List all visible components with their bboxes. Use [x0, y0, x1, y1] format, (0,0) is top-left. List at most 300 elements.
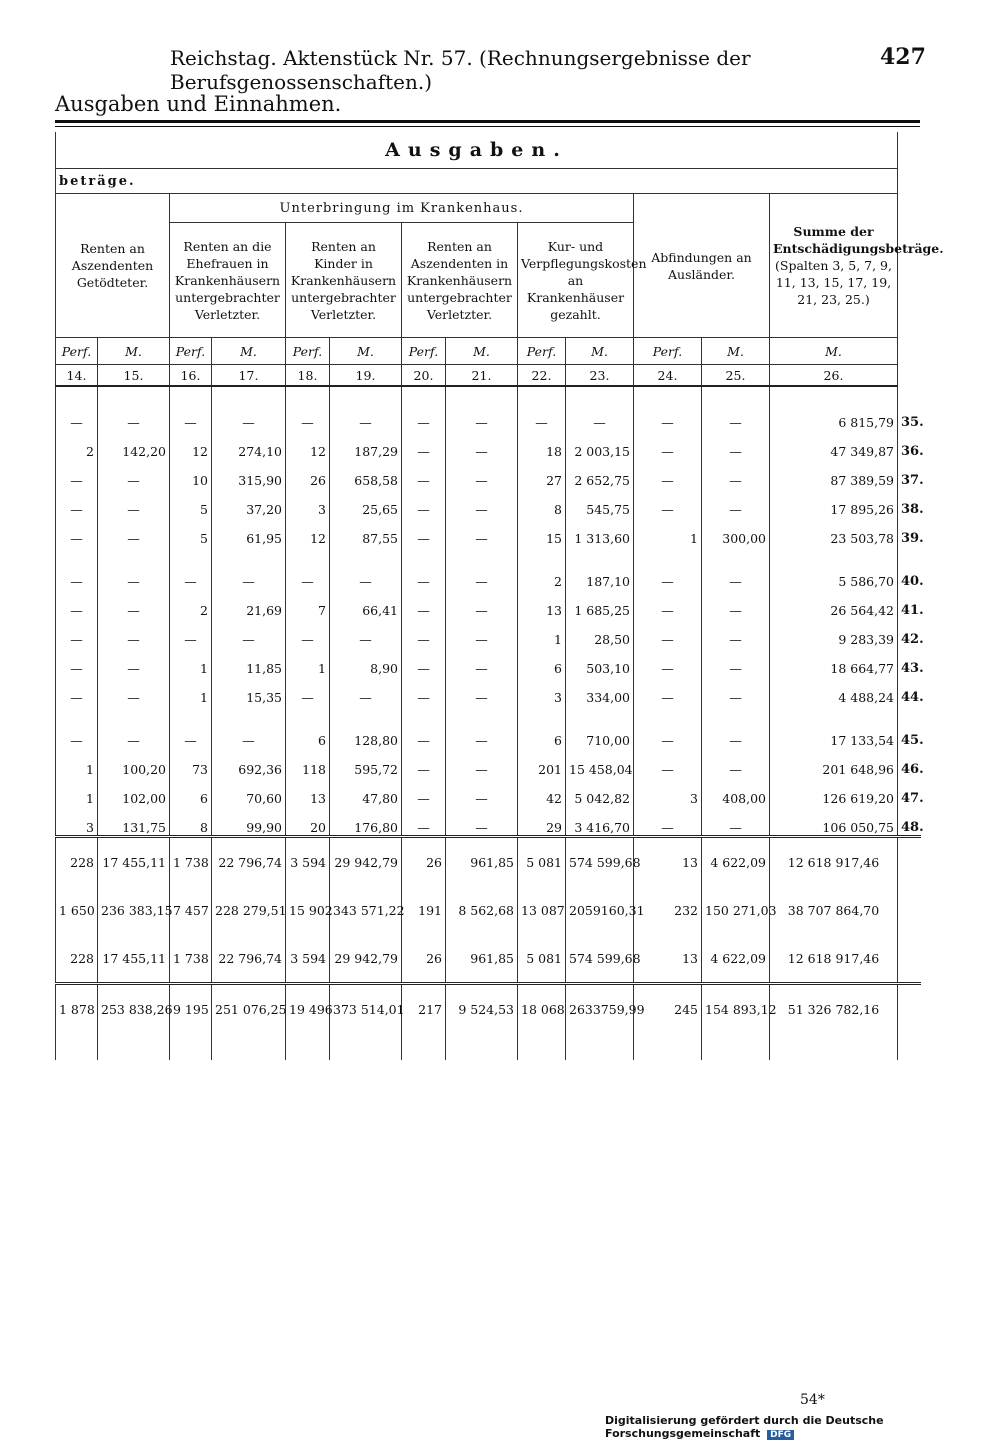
table-cell: 2 [56, 430, 98, 459]
row-number: 40. [898, 560, 921, 589]
table-cell: 8,90 [330, 647, 402, 676]
totals-cell: 191 [402, 886, 446, 934]
table-row [56, 430, 921, 459]
table-cell: — [98, 719, 170, 748]
col-header-20: Renten an Aszendenten in Krankenhäusern untergebrachter Verletzter. [402, 223, 518, 338]
table-cell: — [56, 719, 98, 748]
table-cell: 187,10 [566, 560, 634, 589]
column-number: 25. [702, 365, 770, 387]
table-cell: 1 [634, 517, 702, 546]
row-number: 45. [898, 719, 921, 748]
table-row [56, 589, 921, 618]
table-cell: 5 042,82 [566, 777, 634, 806]
table-cell: — [98, 560, 170, 589]
totals-cell: 7 457 [170, 886, 212, 934]
table-cell: 3 [518, 676, 566, 705]
table-cell: 300,00 [702, 517, 770, 546]
table-cell: 131,75 [98, 806, 170, 837]
row-number: 38. [898, 488, 921, 517]
table-cell: 25,65 [330, 488, 402, 517]
table-row [56, 560, 921, 589]
table-cell: — [330, 618, 402, 647]
col-header-22: Kur- und Verpflegungskosten an Krankenhäuser gezahlt. [518, 223, 634, 338]
unit-cell: Perf. [170, 338, 212, 365]
row-number: 37. [898, 459, 921, 488]
table-cell: 23 503,78 [770, 517, 898, 546]
table-cell: — [56, 618, 98, 647]
totals-cell: 961,85 [446, 837, 518, 887]
table-cell: 176,80 [330, 806, 402, 837]
totals-cell: 9 195 [170, 984, 212, 1034]
page-number: 427 [880, 44, 926, 70]
table-cell: — [56, 589, 98, 618]
totals-cell: 154 893,12 [702, 984, 770, 1034]
table-cell: 15 458,04 [566, 748, 634, 777]
totals-cell: 1 738 [170, 837, 212, 887]
totals-cell: 232 [634, 886, 702, 934]
totals-cell: 217 [402, 984, 446, 1034]
col-header-24: Abfindungen an Ausländer. [634, 194, 770, 338]
totals-cell: 51 326 782,16 [770, 984, 898, 1034]
row-number: 48. [898, 806, 921, 837]
totals-cell: 26 [402, 934, 446, 984]
table-cell: 13 [518, 589, 566, 618]
table-cell: — [98, 589, 170, 618]
table-cell: — [402, 589, 446, 618]
totals-cell: 22 796,74 [212, 837, 286, 887]
table-cell: 142,20 [98, 430, 170, 459]
table-cell: — [634, 806, 702, 837]
table-cell: — [330, 401, 402, 430]
dfg-logo: DFG [767, 1430, 794, 1440]
unit-cell: M. [566, 338, 634, 365]
table-cell: — [634, 589, 702, 618]
table-cell: 2 003,15 [566, 430, 634, 459]
totals-cell: 228 [56, 934, 98, 984]
table-cell: 87 389,59 [770, 459, 898, 488]
table-cell: 26 [286, 459, 330, 488]
totals-cell: 245 [634, 984, 702, 1034]
table-cell: — [402, 430, 446, 459]
table-cell: 20 [286, 806, 330, 837]
table-cell: — [446, 430, 518, 459]
table-cell: 12 [286, 517, 330, 546]
totals-cell: 3 594 [286, 934, 330, 984]
table-cell: 37,20 [212, 488, 286, 517]
table-cell: — [702, 488, 770, 517]
table-cell: — [286, 618, 330, 647]
table-cell: — [702, 560, 770, 589]
table-cell: — [446, 806, 518, 837]
table-row [56, 777, 921, 806]
totals-cell: 13 [634, 837, 702, 887]
table-cell: 27 [518, 459, 566, 488]
table-cell: 6 [170, 777, 212, 806]
table-cell: 3 [56, 806, 98, 837]
table-cell: 3 [634, 777, 702, 806]
table-cell: 21,69 [212, 589, 286, 618]
credit-line [605, 1414, 1000, 1440]
totals-cell: 961,85 [446, 934, 518, 984]
table-cell: — [212, 719, 286, 748]
section-title: Ausgaben und Einnahmen. [55, 92, 342, 116]
table-cell: — [702, 647, 770, 676]
table-cell: — [170, 560, 212, 589]
table-row [56, 618, 921, 647]
table-cell: 61,95 [212, 517, 286, 546]
table-cell: — [446, 719, 518, 748]
unit-cell: Perf. [402, 338, 446, 365]
table-cell: 29 [518, 806, 566, 837]
table-cell: 100,20 [98, 748, 170, 777]
totals-cell: 253 838,26 [98, 984, 170, 1034]
table-cell: — [446, 618, 518, 647]
totals-row [56, 886, 921, 934]
totals-cell: 373 514,01 [330, 984, 402, 1034]
totals-cell: 251 076,25 [212, 984, 286, 1034]
column-number: 18. [286, 365, 330, 387]
table-cell: — [212, 401, 286, 430]
table-cell: — [446, 459, 518, 488]
expenditure-table [55, 120, 944, 1060]
unit-cell: Perf. [56, 338, 98, 365]
unit-cell: M. [98, 338, 170, 365]
table-cell: — [634, 430, 702, 459]
table-cell: 28,50 [566, 618, 634, 647]
column-number: 15. [98, 365, 170, 387]
table-cell: — [170, 618, 212, 647]
credit-text: Digitalisierung gefördert durch die Deutsche Forschungsgemeinschaft [605, 1414, 884, 1440]
totals-cell: 29 942,79 [330, 934, 402, 984]
running-title: Reichstag. Aktenstück Nr. 57. (Rechnungsergebnisse der Berufsgenossenschaften.) [170, 46, 751, 94]
table-cell: — [702, 459, 770, 488]
gap-row [56, 705, 921, 719]
table-cell: — [634, 748, 702, 777]
table-cell: — [402, 560, 446, 589]
table-cell: 1 685,25 [566, 589, 634, 618]
table-cell: 3 416,70 [566, 806, 634, 837]
table-cell: 5 [170, 488, 212, 517]
table-cell: 4 488,24 [770, 676, 898, 705]
totals-row [56, 837, 921, 887]
table-cell: 1 313,60 [566, 517, 634, 546]
table-cell: 2 [518, 560, 566, 589]
table-cell: — [634, 618, 702, 647]
table-cell: — [170, 719, 212, 748]
table-cell: 66,41 [330, 589, 402, 618]
table-cell: 73 [170, 748, 212, 777]
table-cell: 7 [286, 589, 330, 618]
table-cell: — [98, 401, 170, 430]
table-cell: — [170, 401, 212, 430]
table-cell: — [330, 676, 402, 705]
col-header-26 [770, 194, 944, 338]
table-cell: 9 283,39 [770, 618, 898, 647]
column-number: 26. [770, 365, 898, 387]
table-cell: — [446, 748, 518, 777]
table-cell: — [56, 401, 98, 430]
column-number: 16. [170, 365, 212, 387]
col-header-18: Renten an Kinder in Krankenhäusern untergebrachter Verletzter. [286, 223, 402, 338]
table-cell: 5 [170, 517, 212, 546]
filler-row [56, 1033, 921, 1060]
table-cell: — [56, 560, 98, 589]
totals-cell: 8 562,68 [446, 886, 518, 934]
table-row [56, 719, 921, 748]
column-number: 22. [518, 365, 566, 387]
table-cell: 106 050,75 [770, 806, 898, 837]
unit-cell: Perf. [518, 338, 566, 365]
table-cell: 545,75 [566, 488, 634, 517]
table-cell: 2 [170, 589, 212, 618]
table-row [56, 647, 921, 676]
table-row [56, 806, 921, 837]
table-cell: 1 [286, 647, 330, 676]
signature-mark: 54* [800, 1392, 825, 1408]
gap-row [56, 386, 921, 401]
group-header-hospital: Unterbringung im Krankenhaus. [170, 194, 634, 223]
table-cell: — [634, 647, 702, 676]
table-cell: 710,00 [566, 719, 634, 748]
table-cell: — [634, 676, 702, 705]
table-cell: — [702, 589, 770, 618]
table-cell: 10 [170, 459, 212, 488]
table-cell: 187,29 [330, 430, 402, 459]
table-cell: 47 349,87 [770, 430, 898, 459]
totals-cell: 12 618 917,46 [770, 837, 898, 887]
table-cell: — [286, 676, 330, 705]
table-cell: — [98, 676, 170, 705]
column-number: 23. [566, 365, 634, 387]
totals-cell: 1 738 [170, 934, 212, 984]
table-cell: 1 [56, 748, 98, 777]
column-number: 17. [212, 365, 286, 387]
table-cell: — [98, 488, 170, 517]
table-cell: — [402, 488, 446, 517]
totals-cell: 2059160,31 [566, 886, 634, 934]
totals-cell: 15 902 [286, 886, 330, 934]
table-cell: — [56, 517, 98, 546]
totals-cell: 13 087 [518, 886, 566, 934]
table-cell: 1 [518, 618, 566, 647]
table-row [56, 488, 921, 517]
table-cell: — [702, 676, 770, 705]
table-row [56, 517, 921, 546]
table-cell: — [446, 517, 518, 546]
totals-cell: 4 622,09 [702, 934, 770, 984]
table-cell: 17 895,26 [770, 488, 898, 517]
table-cell: 692,36 [212, 748, 286, 777]
table-cell: — [98, 459, 170, 488]
totals-cell: 18 068 [518, 984, 566, 1034]
table-row [56, 459, 921, 488]
table-cell: — [446, 560, 518, 589]
row-number: 42. [898, 618, 921, 647]
table-cell: — [402, 777, 446, 806]
table-cell: — [702, 719, 770, 748]
table-cell: 5 586,70 [770, 560, 898, 589]
table-cell: — [402, 401, 446, 430]
totals-cell: 5 081 [518, 934, 566, 984]
table-cell: — [446, 488, 518, 517]
row-number: 35. [898, 401, 921, 430]
column-number: 19. [330, 365, 402, 387]
table-cell: — [56, 459, 98, 488]
table-cell: 99,90 [212, 806, 286, 837]
table-cell: — [702, 748, 770, 777]
table-cell: 595,72 [330, 748, 402, 777]
table-row [56, 676, 921, 705]
table-cell: 18 [518, 430, 566, 459]
table-cell: 8 [170, 806, 212, 837]
totals-cell: 29 942,79 [330, 837, 402, 887]
totals-cell: 3 594 [286, 837, 330, 887]
totals-cell: 4 622,09 [702, 837, 770, 887]
unit-cell: Perf. [634, 338, 702, 365]
table-cell: 12 [170, 430, 212, 459]
table-cell: 15,35 [212, 676, 286, 705]
column-number: 20. [402, 365, 446, 387]
table-cell: 12 [286, 430, 330, 459]
unit-cell: M. [212, 338, 286, 365]
table-cell: 128,80 [330, 719, 402, 748]
col-header-26-note: (Spalten 3, 5, 7, 9, 11, 13, 15, 17, 19, 21, 23, 25.) [775, 258, 892, 307]
totals-cell: 150 271,03 [702, 886, 770, 934]
table-cell: 13 [286, 777, 330, 806]
row-number: 46. [898, 748, 921, 777]
column-number: 21. [446, 365, 518, 387]
table-cell: 102,00 [98, 777, 170, 806]
table-cell: 42 [518, 777, 566, 806]
table-cell: — [56, 676, 98, 705]
gap-row [56, 546, 921, 560]
table-cell: 2 652,75 [566, 459, 634, 488]
table-cell: — [446, 589, 518, 618]
totals-cell: 38 707 864,70 [770, 886, 898, 934]
col-header-26-title: Summe der Entschädigungsbeträge. [773, 224, 944, 256]
totals-cell: 574 599,68 [566, 934, 634, 984]
table-cell: — [98, 618, 170, 647]
table-cell: 201 [518, 748, 566, 777]
table-cell: 274,10 [212, 430, 286, 459]
row-number: 47. [898, 777, 921, 806]
table-cell: — [402, 647, 446, 676]
table-subtitle: beträge. [56, 169, 898, 194]
table-cell: 6 [518, 719, 566, 748]
table-cell: 8 [518, 488, 566, 517]
table-row [56, 748, 921, 777]
table-cell: — [402, 459, 446, 488]
totals-row [56, 934, 921, 984]
totals-cell: 2633759,99 [566, 984, 634, 1034]
unit-cell: M. [330, 338, 402, 365]
table-cell: — [98, 517, 170, 546]
table-cell: — [702, 618, 770, 647]
table-cell: — [634, 719, 702, 748]
table-cell: 11,85 [212, 647, 286, 676]
table-cell: 118 [286, 748, 330, 777]
table-cell: — [702, 806, 770, 837]
table-cell: 1 [170, 647, 212, 676]
totals-cell: 236 383,15 [98, 886, 170, 934]
table-cell: — [634, 459, 702, 488]
table-cell: — [446, 647, 518, 676]
totals-cell: 19 496 [286, 984, 330, 1034]
row-number: 36. [898, 430, 921, 459]
table-cell: 18 664,77 [770, 647, 898, 676]
totals-cell: 343 571,22 [330, 886, 402, 934]
totals-row [56, 984, 921, 1034]
table-cell: — [518, 401, 566, 430]
table-cell: 26 564,42 [770, 589, 898, 618]
totals-cell: 9 524,53 [446, 984, 518, 1034]
table-cell: — [634, 401, 702, 430]
table-cell: 334,00 [566, 676, 634, 705]
totals-cell: 574 599,68 [566, 837, 634, 887]
row-number: 44. [898, 676, 921, 705]
table-cell: — [212, 618, 286, 647]
table-cell: — [402, 748, 446, 777]
table-cell: — [56, 647, 98, 676]
table-cell: — [330, 560, 402, 589]
column-number: 24. [634, 365, 702, 387]
table-cell: — [286, 401, 330, 430]
table-cell: — [402, 618, 446, 647]
table-cell: — [402, 719, 446, 748]
table-cell: — [446, 676, 518, 705]
unit-cell: M. [770, 338, 898, 365]
table-cell: 6 [286, 719, 330, 748]
totals-cell: 17 455,11 [98, 934, 170, 984]
table-cell: 201 648,96 [770, 748, 898, 777]
table-cell: 1 [56, 777, 98, 806]
totals-cell: 5 081 [518, 837, 566, 887]
totals-cell: 13 [634, 934, 702, 984]
col-header-14: Renten an Aszendenten Getödteter. [56, 194, 170, 338]
table-cell: 6 [518, 647, 566, 676]
table-cell: — [402, 517, 446, 546]
unit-cell: M. [702, 338, 770, 365]
unit-cell: M. [446, 338, 518, 365]
table-cell: 3 [286, 488, 330, 517]
table-cell: — [566, 401, 634, 430]
table-cell: 1 [170, 676, 212, 705]
unit-cell: Perf. [286, 338, 330, 365]
table-cell: 503,10 [566, 647, 634, 676]
row-number: 41. [898, 589, 921, 618]
table-cell: 17 133,54 [770, 719, 898, 748]
totals-cell: 17 455,11 [98, 837, 170, 887]
row-number: 43. [898, 647, 921, 676]
totals-cell: 1 878 [56, 984, 98, 1034]
totals-cell: 22 796,74 [212, 934, 286, 984]
table-cell: — [56, 488, 98, 517]
table-cell: — [634, 560, 702, 589]
table-cell: — [212, 560, 286, 589]
table-cell: 126 619,20 [770, 777, 898, 806]
totals-cell: 228 279,51 [212, 886, 286, 934]
table-cell: — [402, 806, 446, 837]
table-cell: 408,00 [702, 777, 770, 806]
table-cell: 15 [518, 517, 566, 546]
table-cell: — [702, 430, 770, 459]
row-number: 39. [898, 517, 921, 546]
table-cell: 658,58 [330, 459, 402, 488]
table-cell: 70,60 [212, 777, 286, 806]
table-row [56, 401, 921, 430]
table-title: Ausgaben. [56, 132, 898, 169]
totals-cell: 26 [402, 837, 446, 887]
